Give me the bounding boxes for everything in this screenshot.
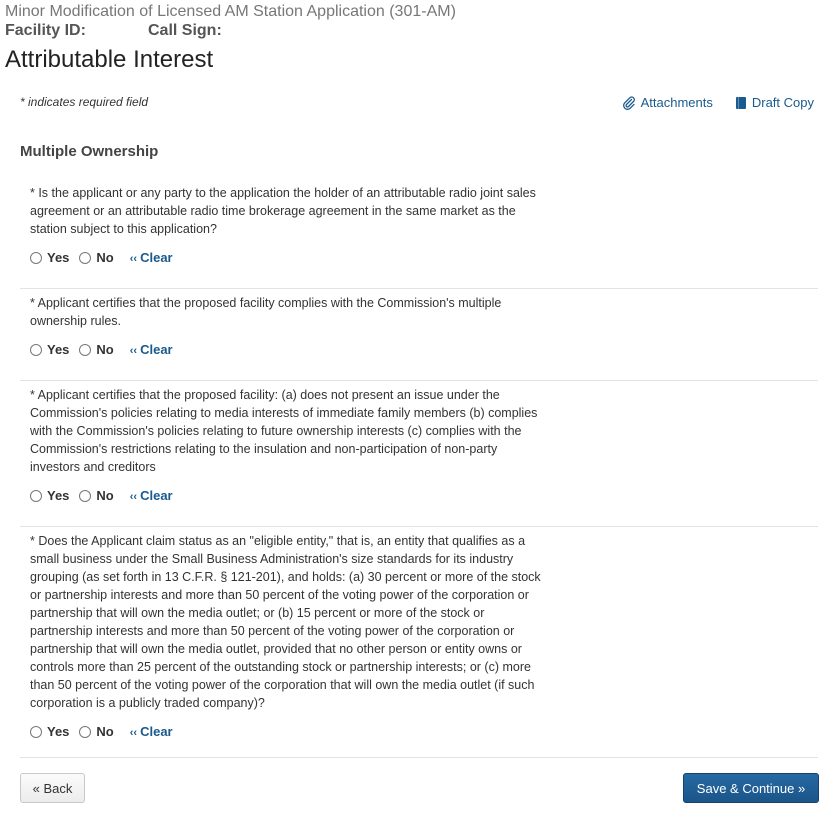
radio-yes-label: Yes	[47, 250, 70, 265]
radio-no[interactable]	[79, 488, 113, 503]
radio-no[interactable]	[79, 342, 113, 357]
chevron-left-icon: ‹‹	[129, 491, 138, 503]
question-multiple-ownership-rules	[20, 294, 818, 357]
radio-yes-circle[interactable]	[30, 252, 42, 264]
divider	[20, 757, 818, 758]
question-text: * Is the applicant or any party to the application the holder of an attributable radio joint sales agreement or an attributable radio time brokerage agreement in the same market as the station subject to this application?	[30, 186, 536, 236]
book-icon	[735, 96, 747, 110]
radio-yes[interactable]	[30, 250, 69, 265]
clear-link[interactable]	[130, 488, 173, 503]
save-continue-button[interactable]: Save & Continue »	[683, 773, 819, 803]
divider	[20, 526, 818, 527]
radio-no-circle[interactable]	[79, 252, 91, 264]
clear-label: Clear	[140, 342, 173, 357]
radio-no-circle[interactable]	[79, 726, 91, 738]
radio-yes-circle[interactable]	[30, 344, 42, 356]
radio-no[interactable]	[79, 724, 113, 739]
radio-yes[interactable]	[30, 724, 69, 739]
back-button[interactable]: « Back	[20, 773, 85, 803]
answer-radio-group	[30, 342, 818, 357]
draft-copy-link[interactable]	[735, 95, 814, 110]
radio-yes-circle[interactable]	[30, 490, 42, 502]
facility-id-label: Facility ID:	[5, 22, 86, 39]
question-eligible-entity	[20, 532, 818, 739]
chevron-left-icon: ‹‹	[129, 253, 138, 265]
clear-label: Clear	[140, 488, 173, 503]
top-links	[622, 95, 814, 110]
question-text: * Applicant certifies that the proposed facility: (a) does not present an issue under the Commission's policies relating to media interests of immediate family members (b) complies with the Commission's policies relating to future ownership interests (c) complies with the Commission's restrictions relating to the insulation and non-participation of non-party investors and creditors	[30, 388, 538, 474]
radio-no[interactable]	[79, 250, 113, 265]
chevron-left-icon: ‹‹	[129, 345, 138, 357]
radio-no-circle[interactable]	[79, 490, 91, 502]
draft-copy-label: Draft Copy	[751, 95, 814, 110]
clear-label: Clear	[140, 724, 173, 739]
section-title: Multiple Ownership	[20, 143, 159, 160]
radio-no-circle[interactable]	[79, 344, 91, 356]
chevron-left-icon: ‹‹	[129, 727, 138, 739]
radio-no-label: No	[96, 342, 114, 357]
attachments-label: Attachments	[640, 95, 713, 110]
radio-no-label: No	[96, 724, 114, 739]
radio-no-label: No	[96, 488, 114, 503]
radio-yes[interactable]	[30, 342, 69, 357]
radio-no-label: No	[96, 250, 114, 265]
answer-radio-group	[30, 250, 818, 265]
radio-yes-label: Yes	[47, 342, 70, 357]
radio-yes-circle[interactable]	[30, 726, 42, 738]
paperclip-icon	[622, 96, 636, 110]
attachments-link[interactable]	[622, 95, 713, 110]
question-policies-certification	[20, 386, 818, 503]
answer-radio-group	[30, 488, 818, 503]
facility-info	[5, 22, 222, 40]
question-jsa-tba	[20, 184, 818, 265]
clear-label: Clear	[140, 250, 173, 265]
radio-yes-label: Yes	[47, 724, 70, 739]
clear-link[interactable]	[130, 724, 173, 739]
question-text: * Applicant certifies that the proposed facility complies with the Commission's multiple ownership rules.	[30, 296, 502, 328]
page-title: Attributable Interest	[5, 46, 214, 73]
call-sign-label: Call Sign:	[148, 22, 222, 39]
radio-yes[interactable]	[30, 488, 69, 503]
question-text: * Does the Applicant claim status as an "eligible entity," that is, an entity that qualifies as a small business under the Small Business Administration's size standards for its industry grouping (as set forth in 13 C.F.R. § 121-201), and holds: (a) 30 percent or more of the stock or partnership interests and more than 50 percent of the voting power of the corporation or partnership that will own the media outlet; or (b) 15 percent or more of the stock or partnership interests and more than 50 percent of the voting power of the corporation or partnership that will own the media outlet, provided that no other person or entity owns or controls more than 25 percent of the outstanding stock or partnership interests; or (c) more than 50 percent of the voting power of the corporation that will own the media outlet (if such corporation is a publicly traded company)?	[30, 534, 541, 710]
clear-link[interactable]	[130, 342, 173, 357]
divider	[20, 380, 818, 381]
radio-yes-label: Yes	[47, 488, 70, 503]
app-title: Minor Modification of Licensed AM Station Application (301-AM)	[5, 3, 456, 20]
answer-radio-group	[30, 724, 818, 739]
clear-link[interactable]	[130, 250, 173, 265]
divider	[20, 288, 818, 289]
required-field-note: * indicates required field	[20, 95, 149, 109]
